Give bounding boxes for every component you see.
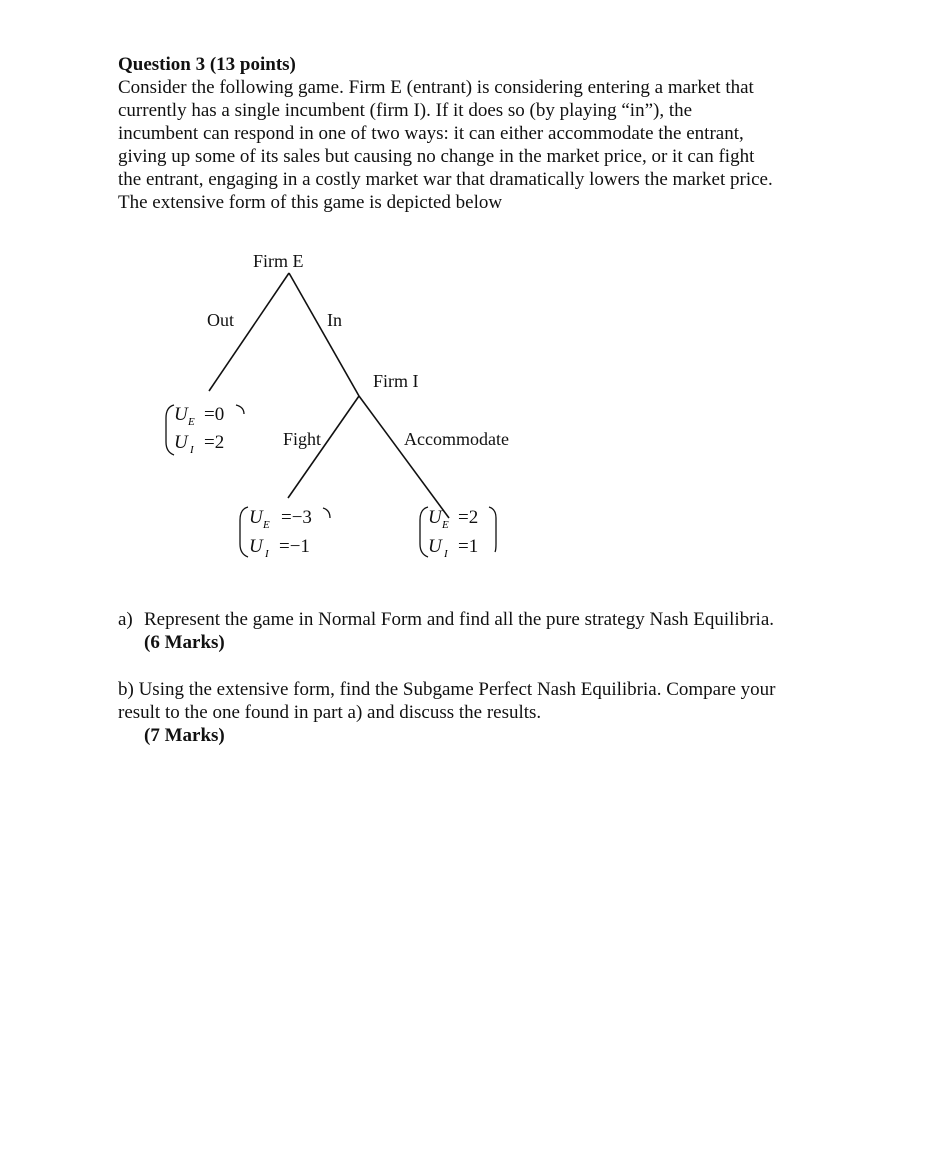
node-label-firm-e: Firm E xyxy=(253,251,304,271)
payoff-accommodate-firm-i: =1 xyxy=(458,536,479,557)
payoff-fight-firm-e: =−3 xyxy=(281,507,312,528)
payoff-accommodate-firm-e: =2 xyxy=(458,507,479,528)
part-b-marks: (7 Marks) xyxy=(144,725,225,746)
node-label-firm-i: Firm I xyxy=(373,371,419,391)
subscript-entrant: E xyxy=(188,416,195,428)
intro-line: incumbent can respond in one of two ways: it can either accommodate the entrant, xyxy=(118,123,744,144)
part-b-line: result to the one found in part a) and discuss the results. xyxy=(118,702,542,723)
subscript-entrant: E xyxy=(263,519,270,531)
branch-in xyxy=(289,273,359,396)
utility-symbol: U xyxy=(249,507,263,528)
subscript-incumbent: I xyxy=(265,548,269,560)
intro-line: the entrant, engaging in a costly market war that dramatically lowers the market price. xyxy=(118,169,773,190)
question-heading: Question 3 (13 points) xyxy=(118,54,296,75)
branch-out xyxy=(209,273,289,391)
utility-symbol: U xyxy=(428,536,442,557)
subscript-entrant: E xyxy=(442,519,449,531)
branch-label-out: Out xyxy=(207,310,234,330)
payoff-accommodate xyxy=(420,507,496,560)
intro-line: Consider the following game. Firm E (entrant) is considering entering a market that xyxy=(118,77,754,98)
branch-label-fight: Fight xyxy=(283,429,322,449)
payoff-fight-firm-i: =−1 xyxy=(279,536,310,557)
part-a-marker: a) xyxy=(118,609,133,630)
utility-symbol: U xyxy=(249,536,263,557)
utility-symbol: U xyxy=(428,507,442,528)
branch-label-in: In xyxy=(327,310,342,330)
intro-line: The extensive form of this game is depicted below xyxy=(118,192,503,213)
part-b-question xyxy=(118,678,775,724)
part-b-line: b) Using the extensive form, find the Subgame Perfect Nash Equilibria. Compare your xyxy=(118,679,776,700)
payoff-out-firm-i: =2 xyxy=(204,432,225,453)
part-a-marks: (6 Marks) xyxy=(144,632,225,653)
payoff-fight xyxy=(240,507,330,560)
part-a-question xyxy=(118,608,774,631)
payoff-out xyxy=(166,404,244,456)
part-a-text: Represent the game in Normal Form and find all the pure strategy Nash Equilibria. xyxy=(144,609,774,630)
branch-accommodate xyxy=(359,396,449,518)
payoff-out-firm-e: =0 xyxy=(204,404,225,425)
intro-line: currently has a single incumbent (firm I). If it does so (by playing “in”), the xyxy=(118,100,693,121)
intro-line: giving up some of its sales but causing no change in the market price, or it can fight xyxy=(118,146,755,167)
utility-symbol: U xyxy=(174,404,188,425)
branch-label-accommodate: Accommodate xyxy=(404,429,509,449)
utility-symbol: U xyxy=(174,432,188,453)
subscript-incumbent: I xyxy=(444,548,448,560)
subscript-incumbent: I xyxy=(190,444,194,456)
